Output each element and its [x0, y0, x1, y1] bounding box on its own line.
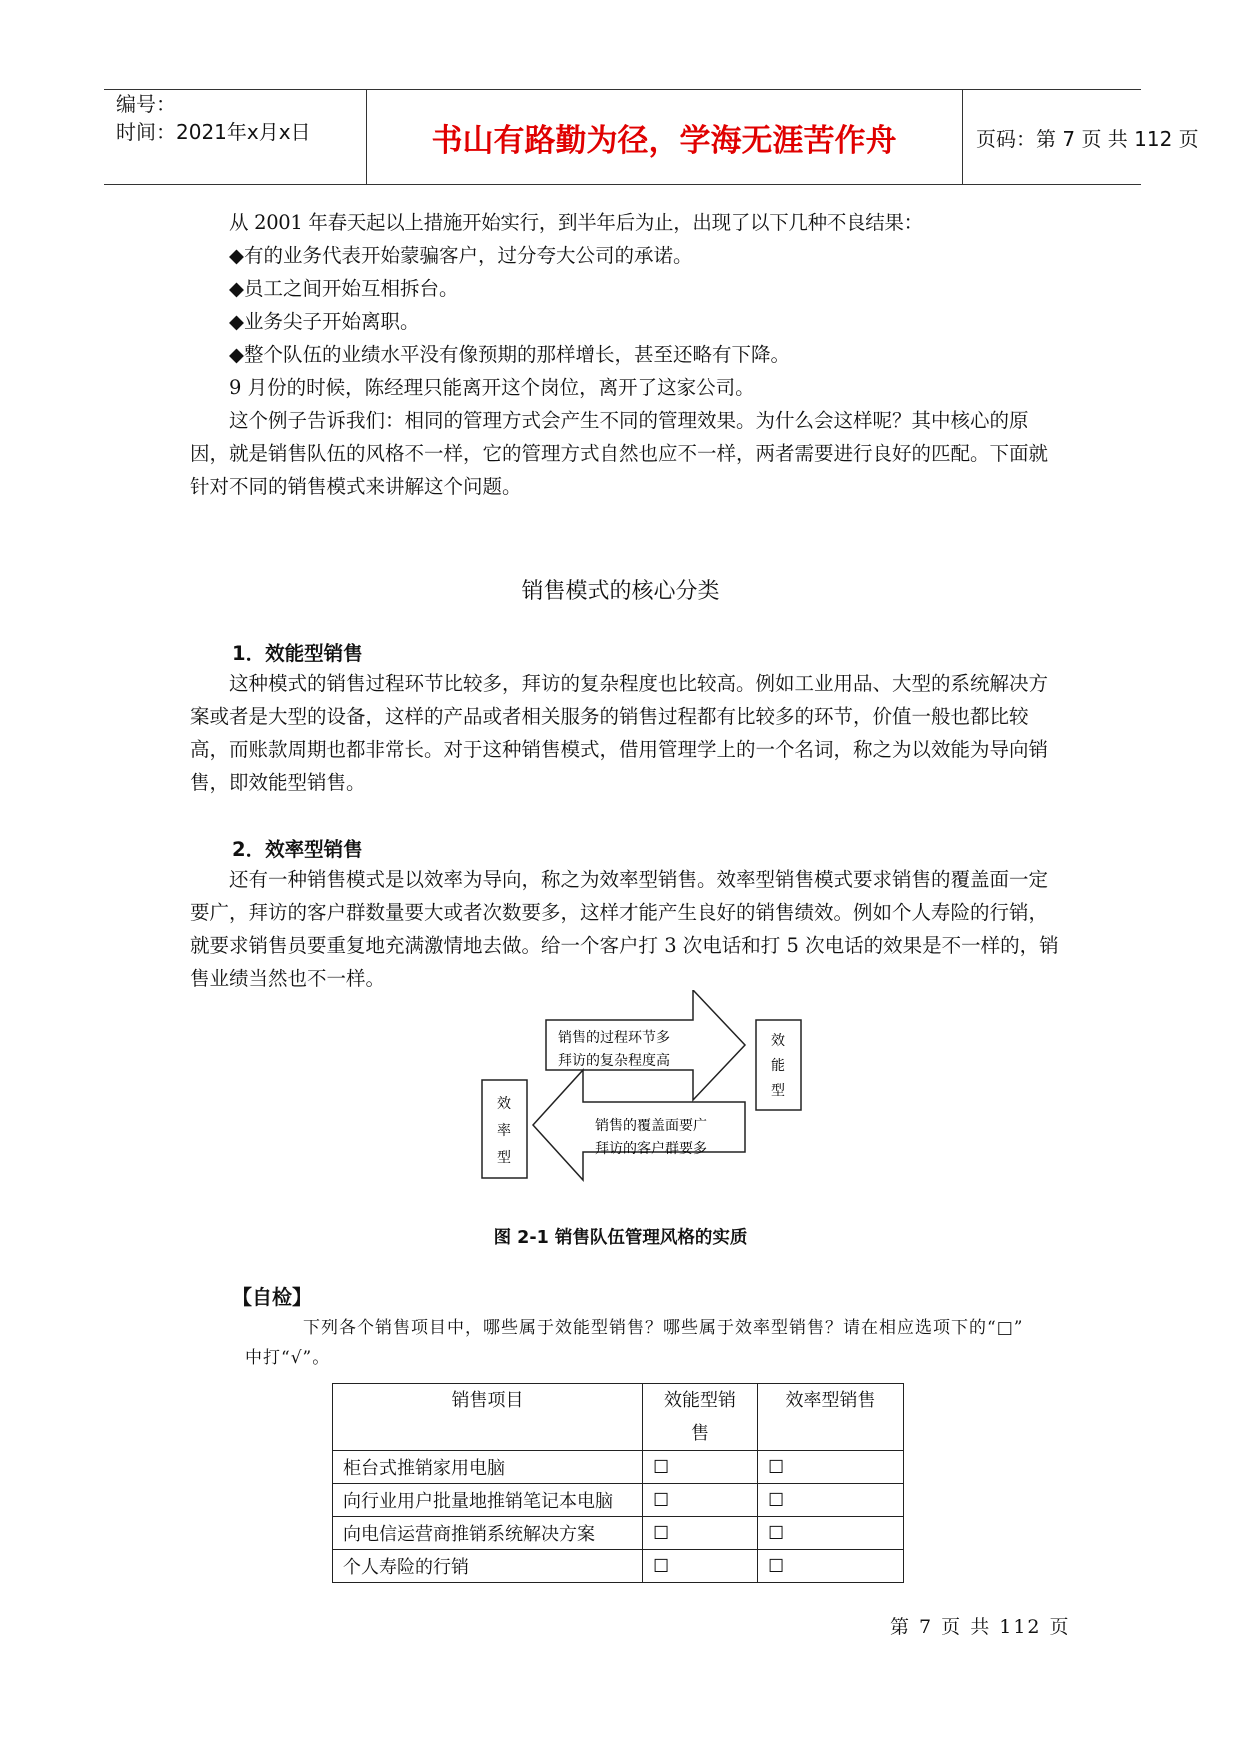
table-row: [333, 1517, 904, 1550]
checkbox-efficiency[interactable]: ☐: [758, 1550, 904, 1583]
checkbox-efficiency[interactable]: ☐: [758, 1517, 904, 1550]
selfcheck-instruction: 中打“√”。: [245, 1348, 331, 1368]
document-time-label: 时间：2021年x月x日: [116, 120, 311, 144]
efficacy-box-char: 能: [771, 1058, 785, 1074]
checkbox-efficacy[interactable]: ☐: [643, 1517, 758, 1550]
efficiency-box-char: 型: [497, 1150, 511, 1166]
table-cell: 柜台式推销家用电脑: [333, 1451, 643, 1484]
table-header-row: [333, 1384, 904, 1451]
selfcheck-title: 【自检】: [232, 1285, 312, 1309]
efficacy-box-char: 型: [771, 1083, 785, 1099]
checkbox-efficiency[interactable]: ☐: [758, 1484, 904, 1517]
checkbox-efficacy[interactable]: ☐: [643, 1484, 758, 1517]
efficiency-box-char: 率: [497, 1123, 511, 1139]
table-row: [333, 1451, 904, 1484]
section-text: [190, 863, 1060, 995]
table-header: 效率型销售: [758, 1384, 904, 1451]
page-footer: 第 7 页 共 112 页: [890, 1616, 1071, 1638]
figure-caption: 图 2-1 销售队伍管理风格的实质: [493, 1228, 748, 1248]
table-row: [333, 1484, 904, 1517]
subheading: 2．效率型销售: [232, 838, 363, 861]
bullet-item: ◆整个队伍的业绩水平没有像预期的那样增长，甚至还略有下降。: [229, 343, 790, 366]
paragraph: 从 2001 年春天起以上措施开始实行，到半年后为止，出现了以下几种不良结果：: [229, 211, 923, 234]
header-motto: 书山有路勤为径，学海无涯苦作舟: [431, 122, 897, 159]
table-cell: 向电信运营商推销系统解决方案: [333, 1517, 643, 1550]
page-header: [104, 89, 1199, 185]
arrow-left-text-1: 销售的覆盖面要广: [595, 1118, 707, 1134]
table-header-text: 效能型销售: [664, 1390, 736, 1444]
document-number-label: 编号：: [116, 92, 176, 116]
selfcheck-instruction: 下列各个销售项目中，哪些属于效能型销售？哪些属于效率型销售？请在相应选项下的“□”: [303, 1318, 1024, 1338]
table-cell: 个人寿险的行销: [333, 1550, 643, 1583]
table-cell: 向行业用户批量地推销笔记本电脑: [333, 1484, 643, 1517]
arrow-right-text-2: 拜访的复杂程度高: [558, 1053, 670, 1069]
subheading: 1．效能型销售: [232, 642, 363, 665]
intro-text: [190, 206, 1060, 503]
paragraph: 这个例子告诉我们：相同的管理方式会产生不同的管理效果。为什么会这样呢？其中核心的原因，就是销售队伍的风格不一样，它的管理方式自然也应不一样，两者需要进行良好的匹配。下面就针对不同的销售模式来讲解这个问题。: [190, 409, 1049, 498]
sales-style-diagram: [470, 990, 830, 1215]
header-divider: [962, 90, 963, 184]
header-page-info: 页码：第 7 页 共 112 页: [976, 126, 1199, 151]
paragraph: 这种模式的销售过程环节比较多，拜访的复杂程度也比较高。例如工业用品、大型的系统解决方案或者是大型的设备，这样的产品或者相关服务的销售过程都有比较多的环节，价值一般也都比较高，而账款周期也都非常长。对于这种销售模式，借用管理学上的一个名词，称之为以效能为导向销售，即效能型销售。: [190, 672, 1049, 794]
bullet-item: ◆业务尖子开始离职。: [229, 310, 420, 333]
arrow-right-text-1: 销售的过程环节多: [558, 1030, 670, 1046]
section-title: 销售模式的核心分类: [521, 579, 720, 604]
table-header: 销售项目: [333, 1384, 643, 1451]
checkbox-efficacy[interactable]: ☐: [643, 1451, 758, 1484]
paragraph: 9 月份的时候，陈经理只能离开这个岗位，离开了这家公司。: [229, 376, 755, 399]
sales-items-table: [332, 1383, 904, 1583]
checkbox-efficiency[interactable]: ☐: [758, 1451, 904, 1484]
checkbox-efficacy[interactable]: ☐: [643, 1550, 758, 1583]
paragraph: 还有一种销售模式是以效率为导向，称之为效率型销售。效率型销售模式要求销售的覆盖面一定要广，拜访的客户群数量要大或者次数要多，这样才能产生良好的销售绩效。例如个人寿险的行销，就要求销售员要重复地充满激情地去做。给一个客户打 3 次电话和打 5 次电话的效果是不一样的，销售业绩当然也不一样。: [190, 868, 1059, 990]
arrow-left-text-2: 拜访的客户群要多: [595, 1141, 707, 1157]
section-text: [190, 667, 1060, 799]
efficacy-box-char: 效: [771, 1033, 785, 1049]
efficiency-box-char: 效: [497, 1096, 511, 1112]
table-row: [333, 1550, 904, 1583]
table-header: [643, 1384, 758, 1451]
bullet-item: ◆员工之间开始互相拆台。: [229, 277, 459, 300]
bullet-item: ◆有的业务代表开始蒙骗客户，过分夸大公司的承诺。: [229, 244, 693, 267]
